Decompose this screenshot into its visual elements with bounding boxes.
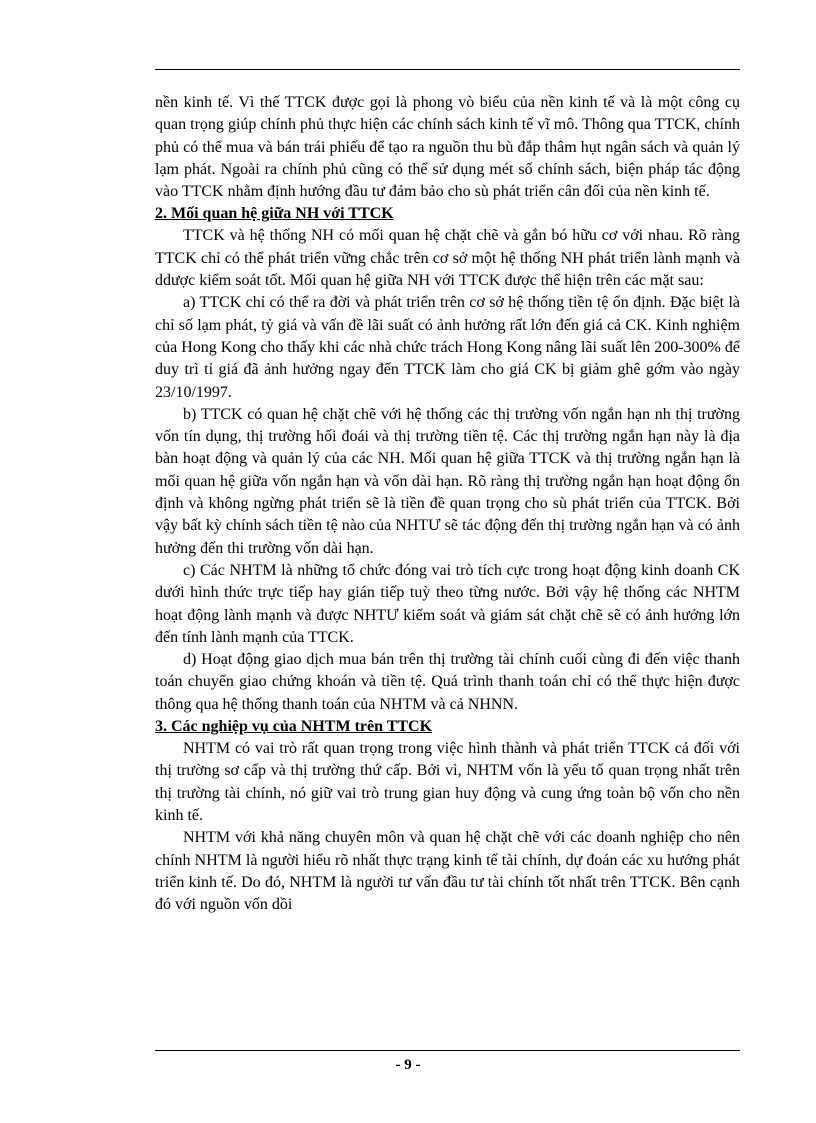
page-content [155, 92, 740, 916]
paragraph: NHTM có vai trò rất quan trọng trong việc hình thành và phát triển TTCK cả đối với thị trường sơ cấp và thị trường thứ cấp. Bởi vì, NHTM vốn là yếu tố quan trọng nhất trên thị trường tài chính, nó giữ vai trò trung gian huy động và cung ứng toàn bộ vốn cho nền kinh tế. [155, 740, 740, 824]
list-item-b: b) TTCK có quan hệ chặt chẽ với hệ thống các thị trường vốn ngắn hạn nh thị trường vốn tín dụng, thị trường hối đoái và thị trường tiền tệ. Các thị trường ngắn hạn này là địa bàn hoạt động và quản lý của các NH. Mối quan hệ giữa TTCK và thị trường ngắn hạn là mối quan hệ giữa vốn ngắn hạn và vốn dài hạn. Rõ ràng thị trường ngắn hạn hoạt động ổn định và không ngừng phát triển sẽ là tiền đề quan trọng cho sù phát triển của TTCK. Bởi vậy bất kỳ chính sách tiền tệ nào của NHTƯ sẽ tác động đến thị trường ngắn hạn và có ảnh hưởng đến thi trường vốn dài hạn. [155, 405, 740, 557]
list-item-c: c) Các NHTM là những tổ chức đóng vai trò tích cực trong hoạt động kinh doanh CK dưới hình thức trực tiếp hay gián tiếp tuỳ theo từng nước. Bởi vậy hệ thống các NHTM hoạt động lành mạnh và được NHTƯ kiểm soát và giám sát chặt chẽ sẽ có ảnh hưởng lớn đến tính lành mạnh của TTCK. [155, 561, 740, 646]
footer-rule [155, 1050, 740, 1051]
list-item-a: a) TTCK chỉ có thể ra đời và phát triển trên cơ sở hệ thống tiền tệ ổn định. Đặc biệt là chỉ số lạm phát, tỷ giá và vấn đề lãi suất có ảnh hưởng rất lớn đến giá cả CK. Kinh nghiệm của Hong Kong cho thấy khi các nhà chức trách Hong Kong nâng lãi suất lên 200-300% để duy trì tỉ giá đã ảnh hưởng ngay đến TTCK làm cho giá CK bị giảm ghê gớm vào ngày 23/10/1997. [155, 294, 740, 401]
section-heading [155, 203, 740, 225]
section-heading-text: 3. Các nghiệp vụ của NHTM trên TTCK [155, 718, 433, 736]
paragraph: NHTM với khả năng chuyên môn và quan hệ chặt chẽ với các doanh nghiệp cho nên chính NHTM là người hiểu rõ nhất thực trạng kinh tế tài chính, dự đoán các xu hướng phát triển kinh tế. Do đó, NHTM là người tư vấn đầu tư tài chính tốt nhất trên TTCK. Bên cạnh đó với nguồn vốn dồi [155, 829, 740, 914]
header-rule [155, 69, 740, 70]
page-number: - 9 - [395, 1057, 421, 1073]
paragraph: nền kinh tế. Vì thế TTCK được gọi là phong vò biểu của nền kinh tế và là một công cụ quan trọng giúp chính phủ thực hiện các chính sách kinh tế vĩ mô. Thông qua TTCK, chính phủ có thể mua và bán trái phiếu để tạo ra nguồn thu bù đắp thâm hụt ngân sách và quản lý lạm phát. Ngoài ra chính phủ cũng có thể sử dụng mét số chính sách, biện pháp tác động vào TTCK nhằm định hướng đầu tư đảm bảo cho sù phát triển cân đối của nền kinh tế. [155, 94, 740, 201]
section-heading [155, 716, 740, 738]
list-item-d: d) Hoạt động giao dịch mua bán trên thị trường tài chính cuối cùng đi đến việc thanh toán chuyển giao chứng khoán và tiền tệ. Quá trình thanh toán chỉ có thể thực hiện được thông qua hệ thống thanh toán của NHTM và cả NHNN. [155, 651, 740, 713]
section-heading-text: 2. Mối quan hệ giữa NH với TTCK [155, 205, 394, 223]
paragraph: TTCK và hệ thống NH có mối quan hệ chặt chẽ và gắn bó hữu cơ với nhau. Rõ ràng TTCK chỉ có thể phát triển vững chắc trên cơ sở một hệ thống NH phát triển lành mạnh và ddược kiểm soát tốt. Mối quan hệ giữa NH với TTCK được thể hiện trên các mặt sau: [155, 227, 740, 290]
